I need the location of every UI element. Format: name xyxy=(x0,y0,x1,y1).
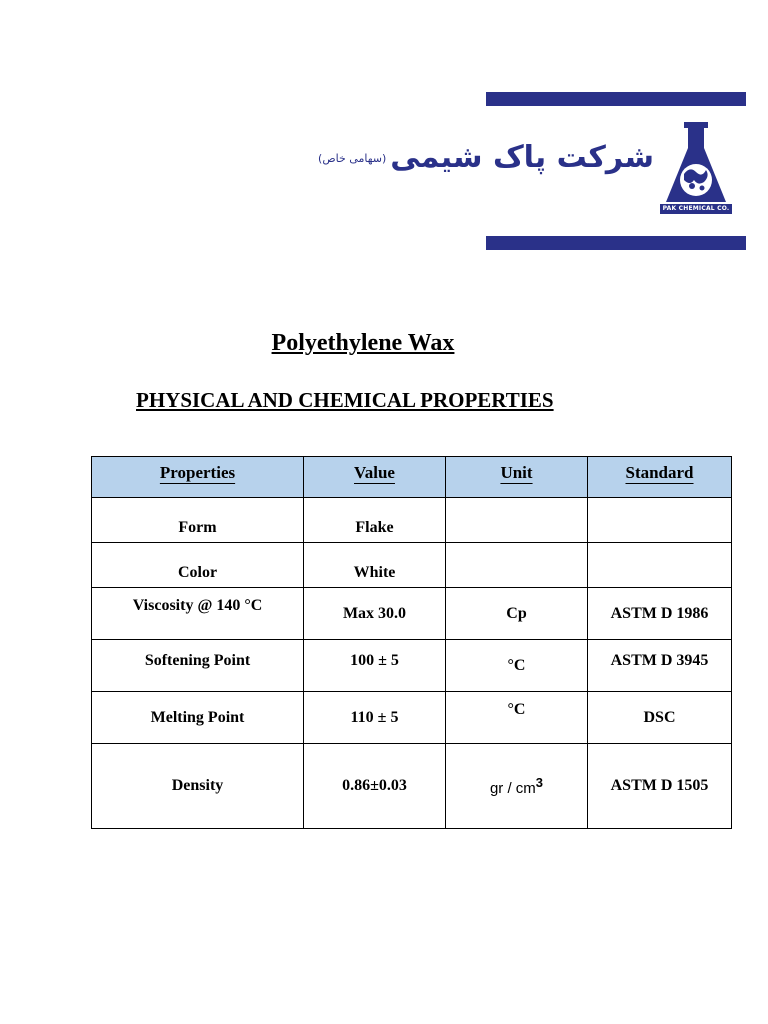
table-row xyxy=(92,744,732,829)
table-row xyxy=(92,640,732,692)
value-cell: Max 30.0 xyxy=(304,588,446,640)
company-name-persian xyxy=(318,130,654,186)
table-row xyxy=(92,692,732,744)
unit-superscript: 3 xyxy=(535,774,544,790)
logo-bottom-bar xyxy=(486,236,746,250)
table-row xyxy=(92,588,732,640)
emblem-label: PAK CHEMICAL CO. xyxy=(660,204,732,214)
unit-cell xyxy=(446,744,588,829)
standard-cell: ASTM D 3945 xyxy=(588,640,732,692)
unit-cell xyxy=(446,498,588,543)
company-logo xyxy=(318,92,746,250)
document-title: Polyethylene Wax xyxy=(271,330,455,356)
logo-top-bar xyxy=(486,92,746,106)
unit-cell: °C xyxy=(446,640,588,692)
header-value: Value xyxy=(304,457,446,498)
standard-cell xyxy=(588,498,732,543)
properties-table xyxy=(91,456,732,829)
unit-cell: Cp xyxy=(446,588,588,640)
header-unit: Unit xyxy=(446,457,588,498)
standard-cell: ASTM D 1505 xyxy=(588,744,732,829)
document-subtitle: PHYSICAL AND CHEMICAL PROPERTIES xyxy=(136,388,554,412)
property-cell: Melting Point xyxy=(92,692,304,744)
unit-cell: °C xyxy=(446,692,588,744)
property-cell: Color xyxy=(92,543,304,588)
property-cell: Viscosity @ 140 °C xyxy=(92,588,304,640)
standard-cell: DSC xyxy=(588,692,732,744)
unit-text: gr / cm xyxy=(489,779,536,797)
table-row xyxy=(92,543,732,588)
standard-cell: ASTM D 1986 xyxy=(588,588,732,640)
company-name-text: شرکت پاک شیمی xyxy=(390,140,654,175)
header-standard: Standard xyxy=(588,457,732,498)
value-cell: White xyxy=(304,543,446,588)
value-cell: Flake xyxy=(304,498,446,543)
property-cell: Form xyxy=(92,498,304,543)
header-properties: Properties xyxy=(92,457,304,498)
value-cell: 100 ± 5 xyxy=(304,640,446,692)
standard-cell xyxy=(588,543,732,588)
company-suffix-text: (سهامی خاص) xyxy=(318,151,387,165)
table-row xyxy=(92,498,732,543)
property-cell: Density xyxy=(92,744,304,829)
unit-cell xyxy=(446,543,588,588)
property-cell: Softening Point xyxy=(92,640,304,692)
value-cell: 110 ± 5 xyxy=(304,692,446,744)
value-cell: 0.86±0.03 xyxy=(304,744,446,829)
table-header-row xyxy=(92,457,732,498)
